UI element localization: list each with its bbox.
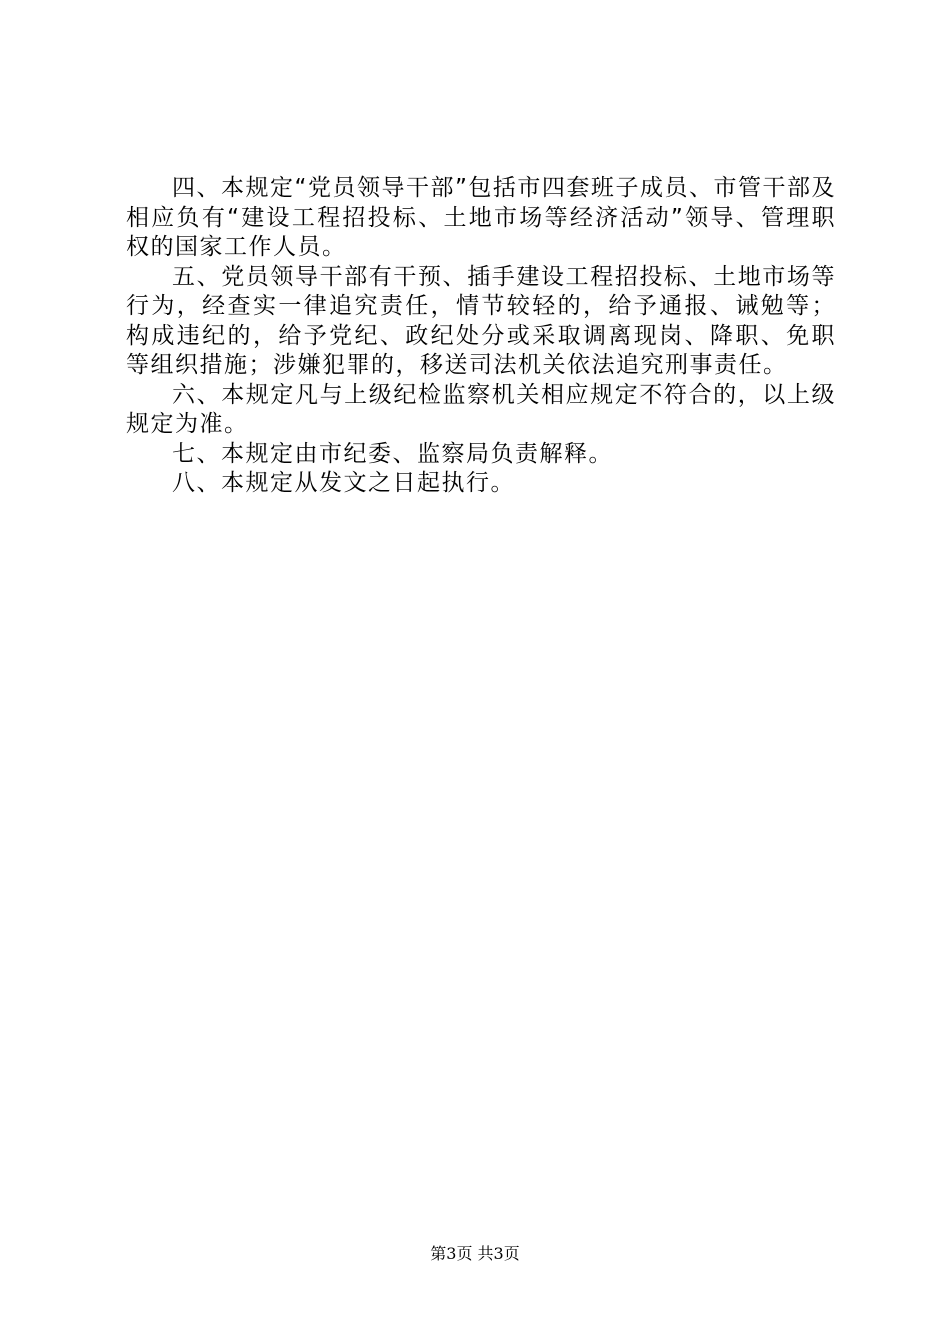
paragraph-4: 四、本规定“党员领导干部”包括市四套班子成员、市管干部及相应负有“建设工程招投标、土地市场等经济活动”领导、管理职权的国家工作人员。 (126, 175, 836, 260)
page-number-footer: 第3页 共3页 (430, 1244, 520, 1263)
paragraph-7: 七、本规定由市纪委、监察局负责解释。 (172, 440, 613, 467)
paragraph-5: 五、党员领导干部有干预、插手建设工程招投标、土地市场等行为，经查实一律追究责任，情节较轻的，给予通报、诫勉等；构成违纪的，给予党纪、政纪处分或采取调离现岗、降职、免职等组织措施；涉嫌犯罪的，移送司法机关依法追究刑事责任。 (126, 263, 836, 378)
paragraph-6: 六、本规定凡与上级纪检监察机关相应规定不符合的，以上级规定为准。 (126, 381, 836, 437)
document-body (126, 174, 836, 499)
paragraph-8: 八、本规定从发文之日起执行。 (172, 470, 515, 496)
